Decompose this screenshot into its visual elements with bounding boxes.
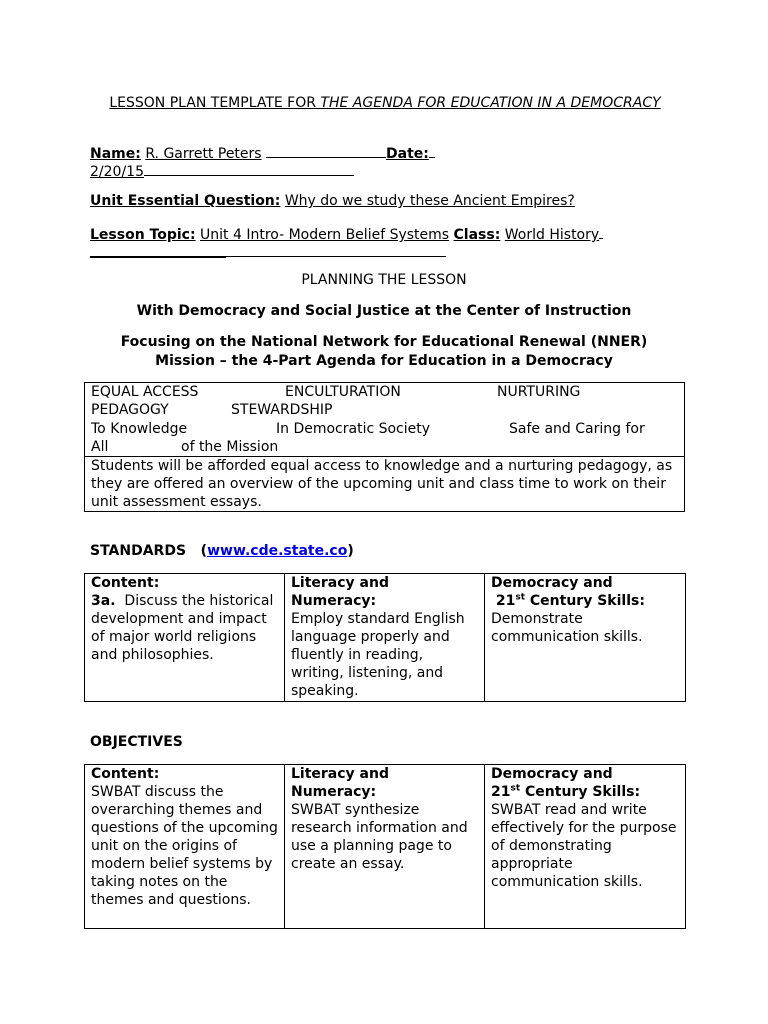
standards-content-cell [85, 574, 285, 702]
objectives-heading: OBJECTIVES [90, 734, 183, 750]
date-label-blank [429, 143, 435, 158]
agenda-democratic-society: In Democratic Society [276, 421, 431, 437]
standards-link[interactable]: www.cde.state.co [207, 543, 348, 559]
agenda-safe-caring: Safe and Caring for [509, 421, 645, 437]
agenda-pedagogy: PEDAGOGY [91, 402, 169, 418]
title-italic: THE AGENDA FOR EDUCATION IN A DEMOCRACY [320, 95, 661, 111]
name-blank [266, 143, 386, 158]
planning-heading: PLANNING THE LESSON [301, 272, 467, 288]
topic-underline-thick [90, 256, 226, 258]
objectives-democracy-head2-line [491, 783, 679, 801]
objectives-democracy-head2: Century Skills: [525, 784, 641, 800]
objectives-democracy-cell [485, 765, 686, 929]
objectives-democracy-text: SWBAT read and write effectively for the purpose of demonstrating appropriate communication skills. [491, 802, 677, 890]
agenda-enculturation: ENCULTURATION [285, 384, 401, 400]
topic-underline-thin [226, 256, 446, 257]
standards-democracy-cell [485, 574, 686, 702]
date-label: Date: [386, 146, 429, 162]
focus-line-1: Focusing on the National Network for Educational Renewal (NNER) [120, 334, 648, 350]
agenda-table [84, 382, 685, 512]
agenda-description: Students will be afforded equal access to knowledge and a nurturing pedagogy, as they are offered an overview of the upcoming unit and class time to work on their unit assessment essays. [85, 457, 685, 512]
standards-literacy-cell [285, 574, 485, 702]
standards-literacy-text: Employ standard English language properly and fluently in reading, writing, listening, and speaking. [291, 611, 465, 699]
title-prefix: LESSON PLAN TEMPLATE FOR [109, 95, 321, 111]
agenda-equal-access: EQUAL ACCESS [91, 384, 199, 400]
standards-heading-line: STANDARDS (www.cde.state.co) [90, 543, 354, 559]
focus-line-2: Mission – the 4-Part Agenda for Education in a Democracy [155, 353, 613, 369]
objectives-literacy-head: Literacy and Numeracy: [291, 766, 389, 800]
unit-question-label: Unit Essential Question: [90, 193, 281, 209]
name-label: Name: [90, 146, 141, 162]
objectives-democracy-num: 21 [491, 784, 511, 800]
planning-subheading: With Democracy and Social Justice at the Center of Instruction [136, 303, 632, 319]
date-value: 2/20/15 [90, 164, 144, 180]
unit-question-line [90, 192, 575, 210]
standards-literacy-head: Literacy and Numeracy: [291, 575, 389, 609]
standards-democracy-sup: st [515, 592, 526, 603]
objectives-content-text: SWBAT discuss the overarching themes and questions of the upcoming unit on the origins of modern belief systems by taking notes on the themes and questions. [91, 784, 278, 908]
standards-table [84, 573, 686, 702]
standards-content-head: Content: [91, 575, 160, 591]
objectives-democracy-sup: st [510, 783, 521, 794]
lesson-topic-line [90, 224, 603, 244]
lesson-topic-value: Unit 4 Intro- Modern Belief Systems [200, 227, 450, 243]
objectives-literacy-text: SWBAT synthesize research information and use a planning page to create an essay. [291, 802, 468, 872]
unit-question-value: Why do we study these Ancient Empires? [284, 193, 575, 209]
agenda-to-knowledge: To Knowledge [91, 421, 188, 437]
objectives-content-cell [85, 765, 285, 929]
standards-democracy-head2-line [491, 592, 679, 610]
name-value: R. Garrett Peters [145, 146, 262, 162]
standards-content-body [91, 592, 278, 664]
date-line [90, 161, 354, 181]
standards-democracy-head2: Century Skills: [529, 593, 645, 609]
standards-content-code: 3a. [91, 593, 116, 609]
standards-democracy-head1: Democracy and [491, 575, 613, 591]
objectives-content-head: Content: [91, 766, 160, 782]
class-label: Class: [453, 227, 501, 243]
date-blank [144, 161, 354, 176]
document-title [90, 94, 680, 112]
objectives-democracy-head1: Democracy and [491, 766, 613, 782]
standards-democracy-num: 21 [495, 593, 516, 609]
class-value: World History [504, 227, 600, 243]
agenda-header-cell [85, 383, 685, 457]
agenda-of-mission: of the Mission [181, 439, 279, 455]
objectives-literacy-cell [285, 765, 485, 929]
standards-content-text: Discuss the historical development and impact of major world religions and philosophies. [91, 593, 274, 663]
lesson-topic-label: Lesson Topic: [90, 227, 196, 243]
name-line [90, 143, 435, 163]
agenda-nurturing: NURTURING [497, 384, 581, 400]
agenda-stewardship: STEWARDSHIP [231, 402, 333, 418]
agenda-all: All [91, 439, 109, 455]
standards-democracy-text: Demonstrate communication skills. [491, 611, 643, 645]
class-blank [599, 224, 603, 239]
objectives-table [84, 764, 686, 929]
standards-heading: STANDARDS [90, 543, 187, 559]
